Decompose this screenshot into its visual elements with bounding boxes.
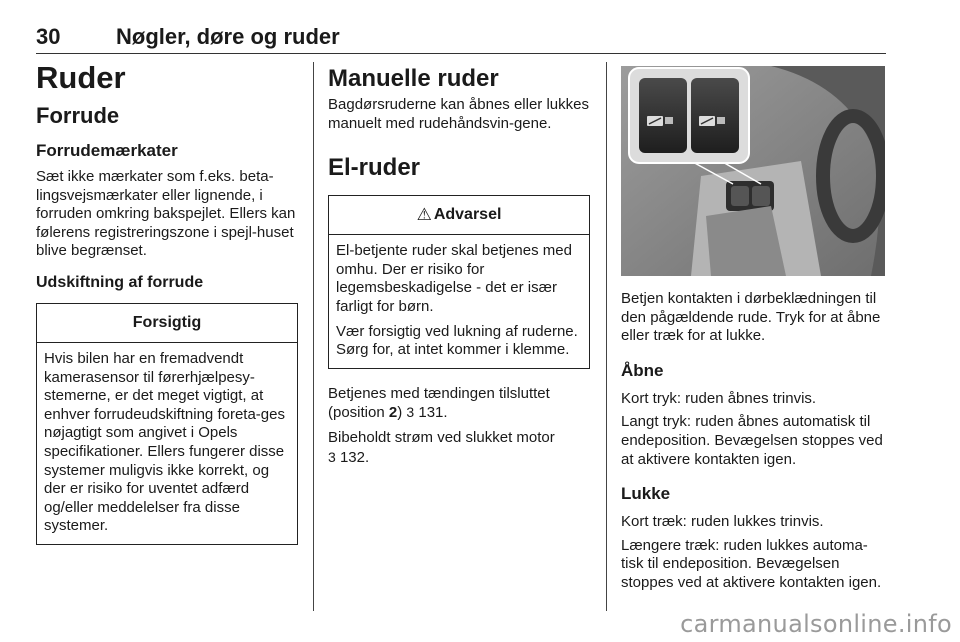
subsection-heading-stickers: Forrudemærkater	[36, 141, 178, 160]
warning-title: Advarsel	[433, 206, 502, 224]
close-long-pull: Længere træk: ruden lukkes automa-tisk til endeposition. Bevægelsen stoppes ved at aktivere kontakten igen.	[621, 536, 882, 591]
section-heading-manual-windows: Manuelle ruder	[328, 65, 499, 92]
section-title: Nøgler, døre og ruder	[116, 24, 340, 49]
page-number: 30	[36, 24, 61, 49]
chapter-title: Ruder	[36, 60, 126, 95]
warning-triangle-icon: ⚠	[416, 205, 432, 225]
caution-text: Hvis bilen har en fremadvendt kamerasensor til førerhjælpesy-stemerne, er det meget vigtigt, at enhver forrudeudskiftning foreta-ges nøjagtigt som angivet i Opels specifikationer. Ellers fungerer disse systemer muligvis ikke korrekt, og der er risiko for uventet adfærd og/eller meddelelser fra disse systemer.	[44, 349, 285, 535]
column-right	[621, 64, 889, 593]
column-middle	[328, 64, 590, 467]
photo-caption: Betjen kontakten i dørbeklædningen til den pågældende rude. Tryk for at åbne eller træk for at lukke.	[621, 290, 881, 345]
page-ref-symbol: 3	[406, 404, 415, 421]
column-left	[36, 60, 298, 545]
subsection-heading-replacement: Udskiftning af forrude	[36, 273, 204, 291]
warning-box	[328, 195, 590, 369]
retained-power-paragraph: Bibeholdt strøm ved slukket motor 3 132.	[328, 428, 555, 466]
column-divider-2	[606, 62, 607, 611]
caution-title: Forsigtig	[37, 304, 297, 343]
section-heading-windscreen: Forrude	[36, 103, 120, 128]
open-long-press: Langt tryk: ruden åbnes automatisk til endeposition. Bevægelsen stoppes ved at aktivere kontakten igen.	[621, 413, 883, 468]
subsection-heading-open: Åbne	[621, 360, 664, 380]
header-rule	[36, 53, 886, 54]
warning-paragraph-1: El-betjente ruder skal betjenes med omhu. Der er risiko for legemsbeskadigelse - det er især farligt for børn.	[336, 242, 572, 315]
caution-box	[36, 303, 298, 545]
subsection-heading-close: Lukke	[621, 484, 671, 504]
stickers-paragraph: Sæt ikke mærkater som f.eks. beta-lingsvejsmærkater eller lignende, i forruden omkring bakspejlet. Ellers kan følerens registreringszone i spejl-huset blive begrænset.	[36, 168, 296, 260]
column-divider-1	[313, 62, 314, 611]
warning-header	[329, 196, 589, 235]
open-short-press: Kort tryk: ruden åbnes trinvis.	[621, 389, 817, 407]
close-short-pull: Kort træk: ruden lukkes trinvis.	[621, 513, 824, 531]
ignition-paragraph: Betjenes med tændingen tilsluttet (position 2) 3 131.	[328, 384, 550, 422]
page-ref-symbol: 3	[328, 448, 336, 465]
window-switch-photo	[621, 66, 885, 276]
watermark: carmanualsonline.info	[680, 610, 952, 638]
section-heading-power-windows: El-ruder	[328, 154, 421, 182]
warning-paragraph-2: Vær forsigtig ved lukning af ruderne. Sørg for, at intet kommer i klemme.	[336, 322, 578, 359]
position-number: 2	[388, 404, 398, 422]
manual-windows-paragraph: Bagdørsruderne kan åbnes eller lukkes manuelt med rudehåndsvin-gene.	[328, 96, 589, 132]
